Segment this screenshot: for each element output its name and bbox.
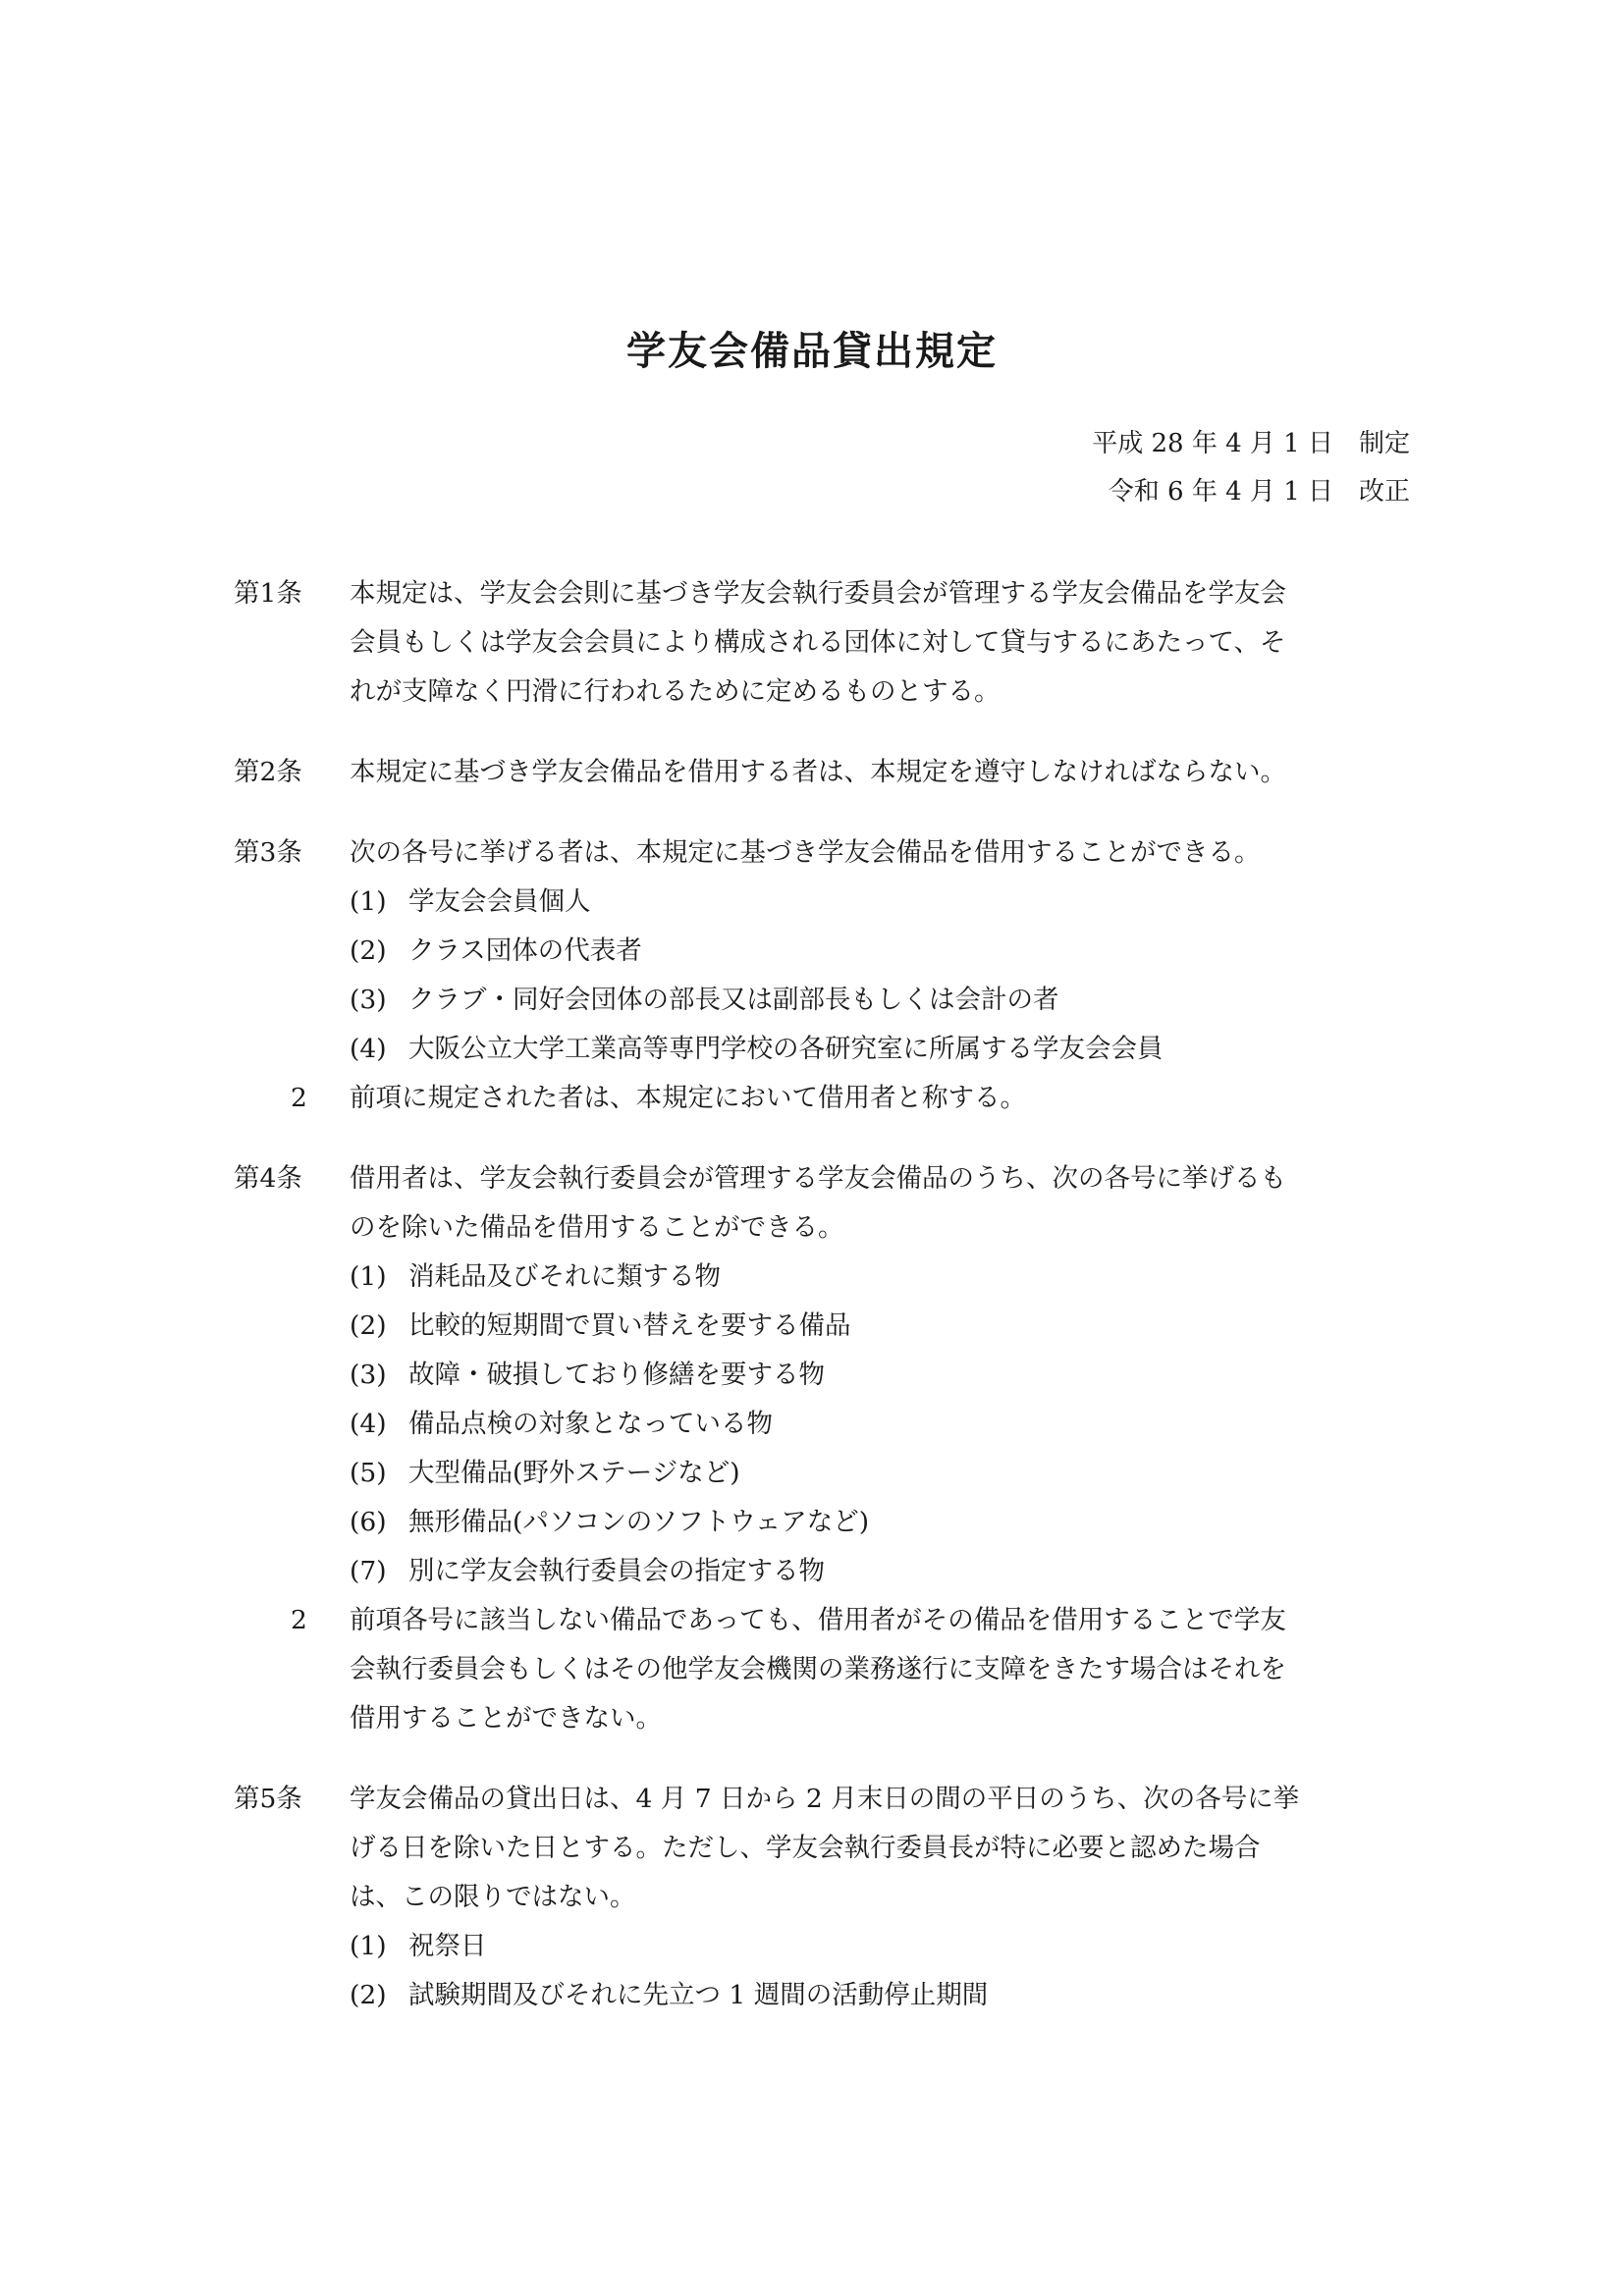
- article-text: [350, 748, 1397, 797]
- item-number: (1): [350, 1261, 387, 1292]
- article-label: 第2条: [234, 757, 302, 787]
- item-number: (1): [350, 886, 387, 917]
- item-number: (7): [350, 1556, 387, 1586]
- item-number: (5): [350, 1458, 387, 1488]
- item-text: 別に学友会執行委員会の指定する物: [408, 1556, 825, 1586]
- paragraph-2: [234, 1596, 1397, 1743]
- list-item: [350, 1025, 1397, 1074]
- revised-date: 令和 6 年 4 月 1 日 改正: [1108, 477, 1410, 507]
- article-4: [234, 1154, 1397, 1743]
- item-text: 学友会会員個人: [408, 886, 591, 917]
- paragraph-number: 2: [291, 1083, 307, 1113]
- item-text: 無形備品(パソコンのソフトウェアなど): [408, 1507, 870, 1537]
- list-item: [350, 1253, 1397, 1302]
- item-text: クラブ・同好会団体の部長又は副部長もしくは会計の者: [408, 985, 1059, 1015]
- list-item: [350, 976, 1397, 1025]
- paragraph-number: 2: [291, 1605, 307, 1635]
- item-number: (3): [350, 985, 387, 1015]
- item-number: (6): [350, 1507, 387, 1537]
- article-line: 本規定に基づき学友会備品を借用する者は、本規定を遵守しなければならない。: [350, 757, 1286, 787]
- article-label: 第1条: [234, 578, 302, 609]
- item-text: 消耗品及びそれに類する物: [408, 1261, 721, 1292]
- item-text: 比較的短期間で買い替えを要する備品: [408, 1310, 851, 1341]
- list-item: [350, 1400, 1397, 1449]
- article-line: 借用することができない。: [350, 1703, 662, 1734]
- list-item: [350, 1498, 1397, 1547]
- article-line: 次の各号に挙げる者は、本規定に基づき学友会備品を借用することができる。: [350, 837, 1261, 868]
- article-3: [234, 828, 1397, 1123]
- article-line: 本規定は、学友会会則に基づき学友会執行委員会が管理する学友会備品を学友会: [350, 578, 1286, 609]
- enacted-date: 平成 28 年 4 月 1 日 制定: [1092, 429, 1410, 458]
- item-number: (2): [350, 1310, 387, 1341]
- article-line: 前項各号に該当しない備品であっても、借用者がその備品を借用することで学友: [350, 1605, 1286, 1635]
- paragraph-2: [234, 1074, 1397, 1123]
- item-text: 備品点検の対象となっている物: [408, 1409, 773, 1439]
- articles-body: [234, 569, 1397, 2052]
- item-number: (4): [350, 1034, 387, 1064]
- article-label: 第3条: [234, 837, 302, 868]
- item-text: 試験期間及びそれに先立つ 1 週間の活動停止期間: [408, 1980, 989, 2010]
- article-line: 借用者は、学友会執行委員会が管理する学友会備品のうち、次の各号に挙げるも: [350, 1163, 1286, 1194]
- article-line: れが支障なく円滑に行われるために定めるものとする。: [350, 676, 1001, 707]
- revision-dates: [821, 420, 1410, 516]
- article-line: は、この限りではない。: [350, 1882, 636, 1912]
- article-label: 第5条: [234, 1784, 302, 1814]
- article-2: [234, 748, 1397, 797]
- article-line: 前項に規定された者は、本規定において借用者と称する。: [350, 1083, 1026, 1113]
- article-line: 学友会備品の貸出日は、4 月 7 日から 2 月末日の間の平日のうち、次の各号に挙: [350, 1784, 1300, 1814]
- item-text: 大型備品(野外ステージなど): [408, 1458, 740, 1488]
- list-item: [350, 878, 1397, 927]
- item-text: 大阪公立大学工業高等専門学校の各研究室に所属する学友会会員: [408, 1034, 1164, 1064]
- list-item: [350, 1302, 1397, 1351]
- article-line: のを除いた備品を借用することができる。: [350, 1212, 844, 1243]
- article-text: [350, 1775, 1397, 2020]
- item-text: 祝祭日: [408, 1931, 487, 1961]
- item-number: (4): [350, 1409, 387, 1439]
- list-item: [350, 927, 1397, 976]
- article-1: [234, 569, 1397, 717]
- item-number: (1): [350, 1931, 387, 1961]
- list-item: [350, 1971, 1397, 2020]
- list-item: [350, 1351, 1397, 1400]
- article-line: 会員もしくは学友会会員により構成される団体に対して貸与するにあたって、そ: [350, 627, 1286, 658]
- document-title: 学友会備品貸出規定: [626, 329, 998, 374]
- list-item: [350, 1547, 1397, 1596]
- article-text: [291, 828, 1397, 1123]
- item-number: (3): [350, 1360, 387, 1390]
- article-text: [291, 1154, 1397, 1743]
- article-line: げる日を除いた日とする。ただし、学友会執行委員長が特に必要と認めた場合: [350, 1833, 1261, 1863]
- article-line: 会執行委員会もしくはその他学友会機関の業務遂行に支障をきたす場合はそれを: [350, 1654, 1286, 1684]
- item-number: (2): [350, 1980, 387, 2010]
- item-text: 故障・破損しており修繕を要する物: [408, 1360, 825, 1390]
- article-text: [350, 569, 1397, 717]
- item-text: クラス団体の代表者: [408, 935, 642, 966]
- article-label: 第4条: [234, 1163, 302, 1194]
- article-5: [234, 1775, 1397, 2020]
- list-item: [350, 1922, 1397, 1971]
- item-number: (2): [350, 935, 387, 966]
- list-item: [350, 1449, 1397, 1498]
